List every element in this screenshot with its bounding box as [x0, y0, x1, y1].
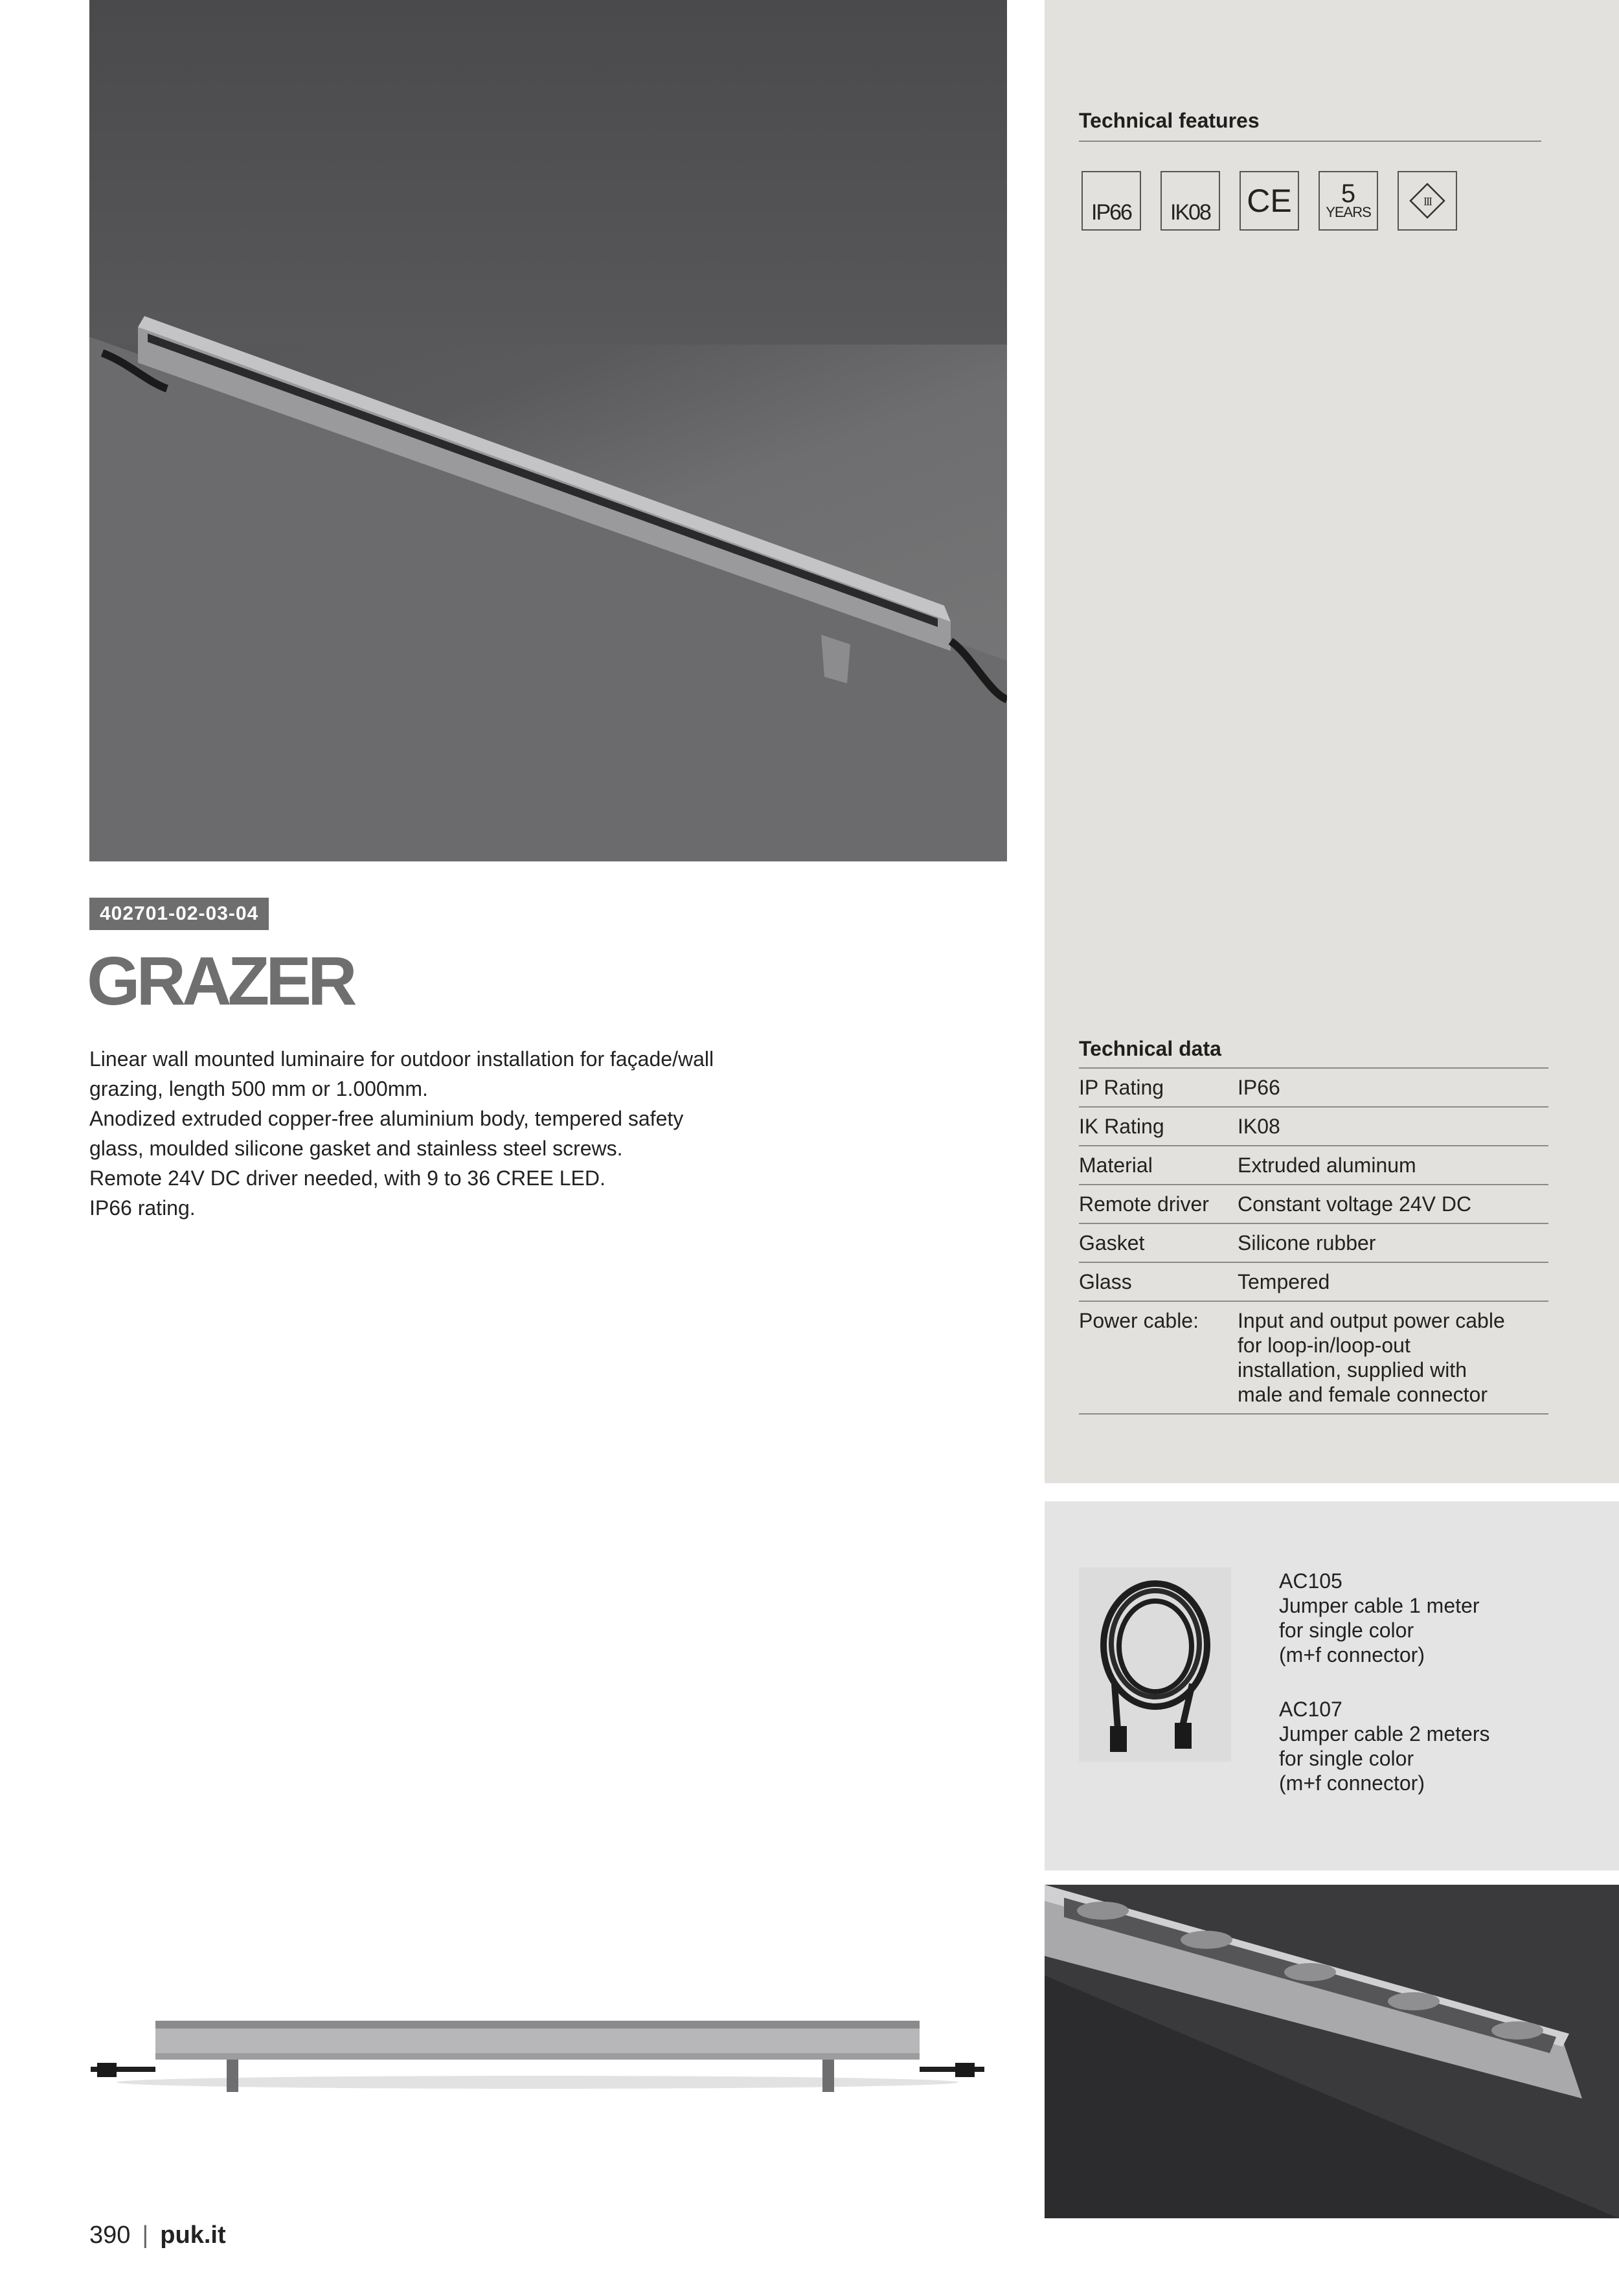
ce-mark-icon: CE: [1240, 171, 1299, 231]
five-years-warranty-icon: 5 YEARS: [1319, 171, 1378, 231]
divider: [1079, 141, 1541, 142]
svg-text:III: III: [1423, 195, 1431, 208]
accessory-ac107: AC107 Jumper cable 2 meters for single color (m+f connector): [1279, 1698, 1490, 1795]
page-footer: [89, 2222, 226, 2249]
technical-features-title: Technical features: [1079, 109, 1260, 132]
website-link[interactable]: puk.it: [160, 2222, 226, 2249]
table-row: Gasket Silicone rubber: [1079, 1223, 1548, 1262]
table-row: Power cable: Input and output power cable for loop-in/loop-out installation, supplied with male and female connector: [1079, 1301, 1548, 1414]
side-view-product-photo: [91, 2008, 984, 2124]
product-name: GRAZER: [87, 943, 354, 1019]
accessory-ac105: AC105 Jumper cable 1 meter for single color (m+f connector): [1279, 1569, 1480, 1666]
closeup-product-photo: [1045, 1885, 1619, 2218]
product-description: Linear wall mounted luminaire for outdoor installation for façade/wall grazing, length 500 mm or 1.000mm. Anodized extruded copper-free aluminium body, tempered safety glass, moulded silicone gasket and stainless steel screws. Remote 24V DC driver needed, with 9 to 36 CREE LED. IP66 rating.: [89, 1047, 714, 1220]
table-row: Remote driver Constant voltage 24V DC: [1079, 1185, 1548, 1223]
ip66-icon: IP66: [1081, 171, 1141, 231]
ik08-icon: IK08: [1160, 171, 1220, 231]
table-row: IK Rating IK08: [1079, 1107, 1548, 1146]
hero-product-photo: [89, 0, 1007, 861]
class-iii-icon: [1398, 171, 1457, 231]
product-code-tag: 402701-02-03-04: [89, 898, 269, 930]
jumper-cable-photo: [1079, 1567, 1231, 1762]
table-row: Glass Tempered: [1079, 1262, 1548, 1301]
technical-data-title: Technical data: [1079, 1037, 1221, 1060]
page-number: 390: [89, 2222, 131, 2249]
table-row: IP Rating IP66: [1079, 1068, 1548, 1107]
table-row: Material Extruded aluminum: [1079, 1146, 1548, 1185]
footer-separator: |: [142, 2222, 149, 2249]
technical-data-table: [1079, 1067, 1548, 1415]
